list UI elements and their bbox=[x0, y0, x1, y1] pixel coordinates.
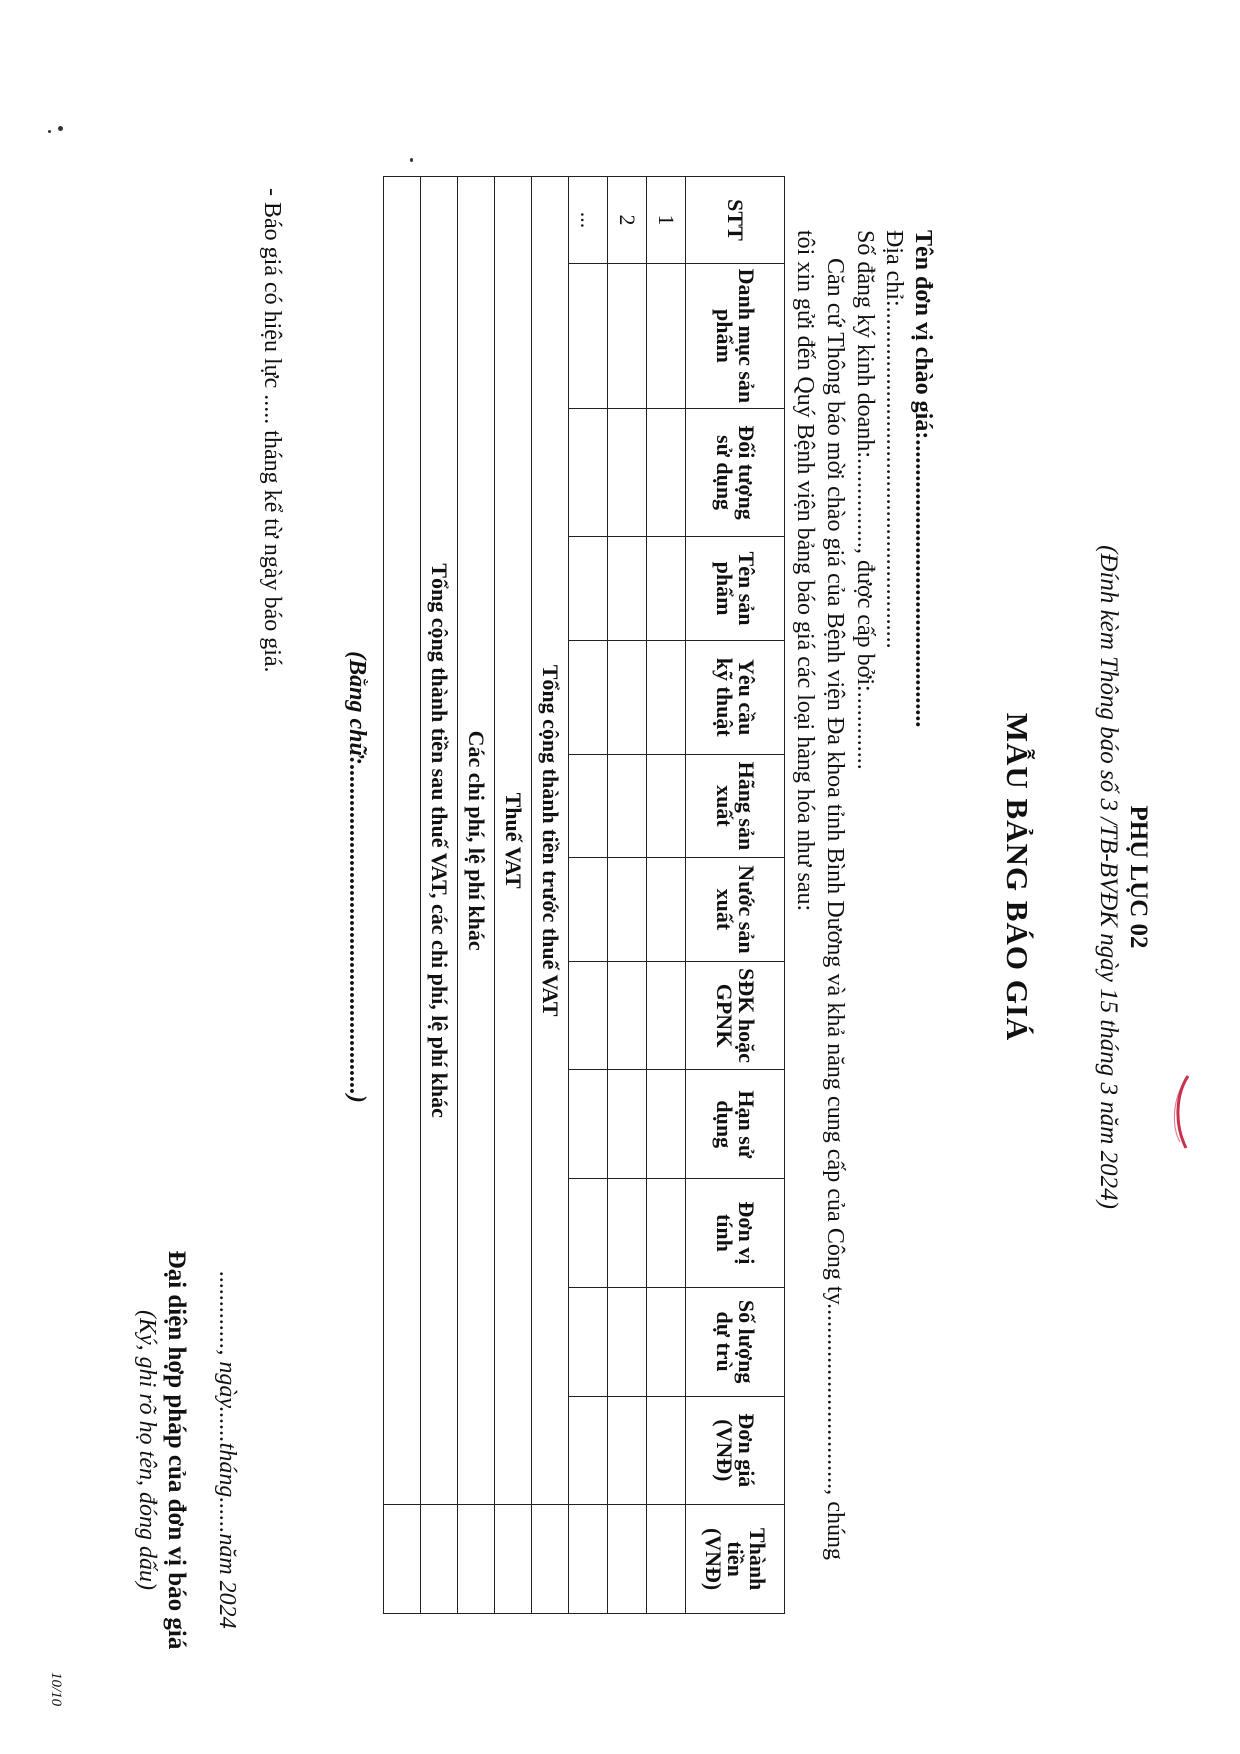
table-row bbox=[569, 177, 608, 1614]
signature-note: (Ký, ghi rõ họ tên, đóng dấu) bbox=[134, 1310, 160, 1590]
table-cell[interactable] bbox=[647, 1070, 686, 1179]
table-cell[interactable] bbox=[608, 1287, 647, 1396]
table-cell[interactable] bbox=[647, 263, 686, 408]
attachment-note: (Đính kèm Thông báo số 3 /TB-BVĐK ngày 15 tháng 3 năm 2024) bbox=[1095, 545, 1122, 1209]
column-header: SĐK hoặc GPNK bbox=[686, 961, 785, 1070]
column-header: Yêu cầu kỹ thuật bbox=[686, 640, 785, 754]
row-number: ... bbox=[569, 177, 608, 264]
appendix-title: PHỤ LỤC 02 bbox=[1125, 805, 1152, 949]
table-cell[interactable] bbox=[608, 1505, 647, 1614]
table-row bbox=[647, 177, 686, 1614]
table-cell[interactable] bbox=[569, 1070, 608, 1179]
row-number: 1 bbox=[647, 177, 686, 264]
column-header: Số lượng dự trù bbox=[686, 1287, 785, 1396]
table-cell[interactable] bbox=[569, 754, 608, 858]
table-cell[interactable] bbox=[608, 1070, 647, 1179]
table-row bbox=[608, 177, 647, 1614]
table-cell[interactable] bbox=[647, 640, 686, 754]
table-cell[interactable] bbox=[608, 408, 647, 536]
business-reg-field[interactable]: ............... bbox=[852, 458, 878, 548]
page-number: 10/10 bbox=[48, 1672, 64, 1707]
column-header: Hãng sản xuất bbox=[686, 754, 785, 858]
blank-cell bbox=[384, 177, 421, 1505]
blank-cell bbox=[384, 1505, 421, 1614]
table-cell[interactable] bbox=[569, 858, 608, 962]
table-header-row bbox=[686, 177, 785, 1614]
table-cell[interactable] bbox=[569, 1396, 608, 1505]
table-cell[interactable] bbox=[569, 408, 608, 536]
table-cell[interactable] bbox=[569, 1287, 608, 1396]
summary-label: Tổng cộng thành tiền sau thuế VAT, các chi phí, lệ phí khác bbox=[421, 177, 458, 1505]
table-cell[interactable] bbox=[647, 408, 686, 536]
table-cell[interactable] bbox=[569, 1505, 608, 1614]
table-cell[interactable] bbox=[647, 1505, 686, 1614]
vendor-address-label: Địa chỉ: bbox=[881, 230, 907, 307]
column-header: STT bbox=[686, 177, 785, 264]
column-header: Đơn giá (VNĐ) bbox=[686, 1396, 785, 1505]
table-cell[interactable] bbox=[647, 858, 686, 962]
table-cell[interactable] bbox=[569, 961, 608, 1070]
issued-by-label: , được cấp bởi: bbox=[852, 548, 878, 692]
summary-label: Tổng cộng thành tiền trước thuế VAT bbox=[532, 177, 569, 1505]
vendor-name-field[interactable]: ................................................ bbox=[910, 439, 936, 728]
table-cell[interactable] bbox=[647, 537, 686, 641]
column-header: Nước sản xuất bbox=[686, 858, 785, 962]
table-cell[interactable] bbox=[569, 537, 608, 641]
intro-text: Căn cứ Thông báo mời chào giá của Bệnh viện Đa khoa tỉnh Bình Dương và khả năng cung cấp của Công ty..............................., chúng tôi xin gửi đến Quý Bệnh viện bảng báo giá các loại hàng hóa như sau: bbox=[792, 230, 848, 1560]
vendor-name-label: Tên đơn vị chào giá: bbox=[910, 230, 936, 440]
table-cell[interactable] bbox=[608, 263, 647, 408]
signature-date-line[interactable]: ............., ngày......tháng......năm 2024 bbox=[214, 1271, 240, 1629]
table-cell[interactable] bbox=[569, 263, 608, 408]
table-cell[interactable] bbox=[647, 1179, 686, 1288]
column-header: Thành tiền (VNĐ) bbox=[686, 1505, 785, 1614]
column-header: Đơn vị tính bbox=[686, 1179, 785, 1288]
column-header: Danh mục sản phẩm bbox=[686, 263, 785, 408]
summary-row-vat bbox=[495, 177, 532, 1614]
representative-title: Đại diện hợp pháp của đơn vị báo giá bbox=[163, 1250, 190, 1650]
table-cell[interactable] bbox=[647, 1287, 686, 1396]
column-header: Hạn sử dụng bbox=[686, 1070, 785, 1179]
validity-note: - Báo giá có hiệu lực ..... tháng kể từ ngày báo giá. bbox=[259, 188, 285, 673]
table-cell[interactable] bbox=[608, 640, 647, 754]
table-cell[interactable] bbox=[608, 754, 647, 858]
quotation-table bbox=[383, 176, 785, 1614]
table-cell[interactable] bbox=[647, 961, 686, 1070]
summary-value-cell[interactable] bbox=[495, 1505, 532, 1614]
table-cell[interactable] bbox=[569, 1179, 608, 1288]
column-header: Đối tượng sử dụng bbox=[686, 408, 785, 536]
vendor-address-line bbox=[879, 230, 909, 649]
vendor-address-field[interactable]: ......................................................... bbox=[881, 306, 907, 649]
summary-label: Các chi phí, lệ phí khác bbox=[458, 177, 495, 1505]
summary-row-after-vat bbox=[421, 177, 458, 1614]
summary-value-cell[interactable] bbox=[458, 1505, 495, 1614]
summary-value-cell[interactable] bbox=[421, 1505, 458, 1614]
table-cell[interactable] bbox=[608, 1179, 647, 1288]
table-cell[interactable] bbox=[569, 640, 608, 754]
summary-label: Thuế VAT bbox=[495, 177, 532, 1505]
amount-in-words[interactable]: (Bằng chữ:.......................................................) bbox=[344, 651, 370, 1103]
business-registration-line bbox=[850, 230, 880, 770]
business-reg-label: Số đăng ký kinh doanh: bbox=[852, 230, 878, 458]
table-cell[interactable] bbox=[608, 858, 647, 962]
column-header: Tên sản phẩm bbox=[686, 537, 785, 641]
table-cell[interactable] bbox=[647, 754, 686, 858]
stamp-mark-icon bbox=[1154, 1072, 1194, 1152]
table-cell[interactable] bbox=[647, 1396, 686, 1505]
intro-paragraph bbox=[790, 230, 850, 1560]
summary-row-other-fees bbox=[458, 177, 495, 1614]
table-cell[interactable] bbox=[608, 1396, 647, 1505]
form-title: MẪU BẢNG BÁO GIÁ bbox=[1000, 712, 1035, 1042]
table-cell[interactable] bbox=[608, 961, 647, 1070]
summary-row-before-vat bbox=[532, 177, 569, 1614]
table-cell[interactable] bbox=[608, 537, 647, 641]
vendor-name-line bbox=[908, 230, 938, 727]
row-number: 2 bbox=[608, 177, 647, 264]
blank-row bbox=[384, 177, 421, 1614]
summary-value-cell[interactable] bbox=[532, 1505, 569, 1614]
issued-by-field[interactable]: ............. bbox=[852, 691, 878, 770]
